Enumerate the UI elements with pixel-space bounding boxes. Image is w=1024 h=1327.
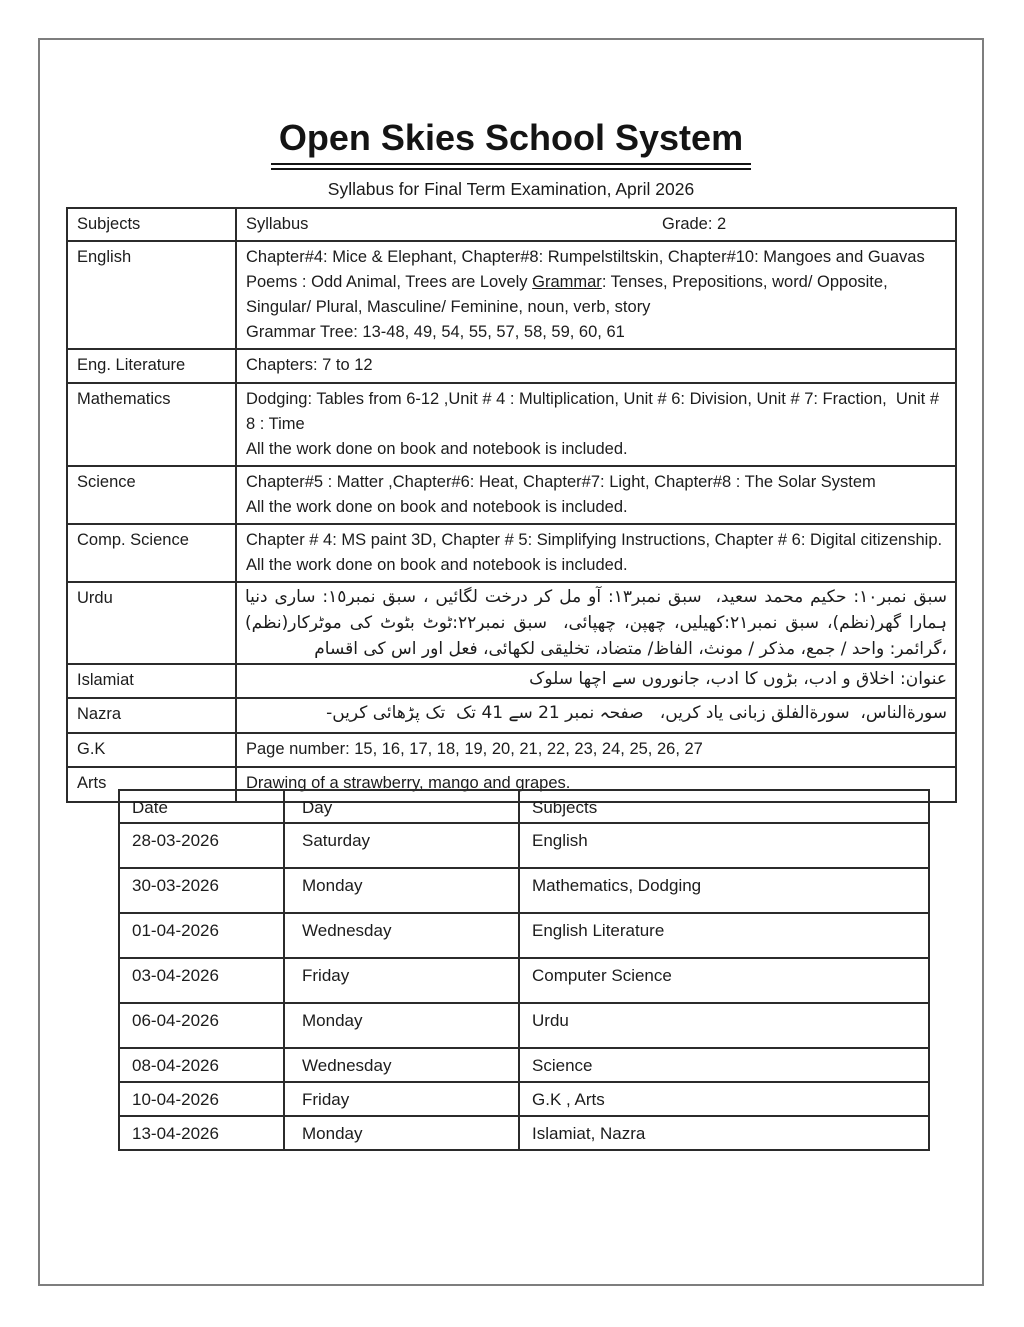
grade-label: Grade: 2 <box>662 215 727 233</box>
text-segment: Chapter#4: Mice & Elephant, Chapter#8: Rumpelstiltskin, Chapter#10: Mangoes and Guavas Poems : Odd Animal, Trees are Lovely <box>246 248 930 291</box>
text-segment: All the work done on book and notebook is included. <box>246 498 628 516</box>
syllabus-row <box>67 582 956 664</box>
date-cell: 10-04-2026 <box>119 1082 284 1116</box>
subject-cell: Islamiat <box>67 664 236 698</box>
syllabus-header-subjects: Subjects <box>67 208 236 241</box>
syllabus-text-line <box>246 470 947 495</box>
day-cell: Wednesday <box>284 913 519 958</box>
subjects-cell: G.K , Arts <box>519 1082 929 1116</box>
schedule-row <box>119 913 929 958</box>
text-segment: : Tenses, Prepositions, word/ Opposite, Singular/ Plural, Masculine/ Feminine, noun, verb, story <box>246 273 893 316</box>
subject-cell: Nazra <box>67 698 236 733</box>
syllabus-text-line <box>246 737 947 762</box>
syllabus-content-cell <box>236 664 956 698</box>
syllabus-text-line <box>246 528 951 578</box>
subject-cell: Eng. Literature <box>67 349 236 383</box>
subject-cell: Urdu <box>67 582 236 664</box>
syllabus-text-line <box>245 666 947 692</box>
subjects-cell: Computer Science <box>519 958 929 1003</box>
date-cell: 08-04-2026 <box>119 1048 284 1082</box>
schedule-header-row <box>119 790 929 823</box>
syllabus-text-line <box>246 437 947 462</box>
date-cell: 01-04-2026 <box>119 913 284 958</box>
exam-schedule-table <box>118 789 930 1151</box>
syllabus-header-syllabus: Syllabus <box>246 215 309 233</box>
syllabus-content-cell <box>236 241 956 349</box>
date-cell: 28-03-2026 <box>119 823 284 868</box>
text-segment: Chapter#5 : Matter ,Chapter#6: Heat, Chapter#7: Light, Chapter#8 : The Solar System <box>246 473 876 491</box>
syllabus-content-cell <box>236 349 956 383</box>
date-cell: 06-04-2026 <box>119 1003 284 1048</box>
subjects-cell: English <box>519 823 929 868</box>
subjects-cell: English Literature <box>519 913 929 958</box>
text-segment: سورةالناس، سورةالفلق زبانی یاد کریں، صفحہ نمبر 21 سے 41 تک تک پڑھائی کریں- <box>326 703 947 723</box>
page-title: Open Skies School System <box>271 116 751 170</box>
schedule-row <box>119 1048 929 1082</box>
day-cell: Monday <box>284 868 519 913</box>
day-cell: Monday <box>284 1003 519 1048</box>
syllabus-text-line <box>246 245 947 320</box>
syllabus-text-line <box>246 387 947 437</box>
text-segment: سبق نمبر١٠: حکیم محمد سعید، سبق نمبر١٣: آو مل کر درخت لگائیں ، سبق نمبر١٥: ساری دنیا ہمارا گھر(نظم)، سبق نمبر٢١:کھیلیں، چھپن، چھپائی، سبق نمبر٢٢:ٹوٹ بٹوٹ کی موٹرکار(نظم) ،گرائمر: واحد / جمع، مذکر / مونث، الفاظ/ متضاد، تخلیقی لکھائی، فعل اور اس کی اقسام <box>239 587 948 659</box>
day-cell: Saturday <box>284 823 519 868</box>
syllabus-text-line <box>246 495 947 520</box>
subjects-cell: Urdu <box>519 1003 929 1048</box>
schedule-row <box>119 958 929 1003</box>
subjects-cell: Islamiat, Nazra <box>519 1116 929 1150</box>
page-subtitle: Syllabus for Final Term Examination, April 2026 <box>327 179 695 199</box>
text-segment: Page number: 15, 16, 17, 18, 19, 20, 21, 22, 23, 24, 25, 26, 27 <box>246 740 703 758</box>
text-segment: All the work done on book and notebook is included. <box>246 440 628 458</box>
underlined-text: Grammar <box>532 273 602 291</box>
schedule-row <box>119 1003 929 1048</box>
syllabus-content-cell <box>236 698 956 733</box>
syllabus-row <box>67 733 956 767</box>
day-cell: Wednesday <box>284 1048 519 1082</box>
subjects-cell: Mathematics, Dodging <box>519 868 929 913</box>
date-cell: 30-03-2026 <box>119 868 284 913</box>
subject-cell: Comp. Science <box>67 524 236 582</box>
schedule-header-date: Date <box>119 790 284 823</box>
text-segment: Dodging: Tables from 6-12 ,Unit # 4 : Multiplication, Unit # 6: Division, Unit # 7: Fraction, Unit # 8 : Time <box>246 390 944 433</box>
subject-cell: Science <box>67 466 236 524</box>
schedule-row <box>119 823 929 868</box>
syllabus-row <box>67 664 956 698</box>
syllabus-row <box>67 383 956 466</box>
day-cell: Friday <box>284 1082 519 1116</box>
day-cell: Friday <box>284 958 519 1003</box>
schedule-row <box>119 1116 929 1150</box>
syllabus-text-line <box>246 320 947 345</box>
text-segment: Chapters: 7 to 12 <box>246 356 373 374</box>
syllabus-content-cell <box>236 524 956 582</box>
text-segment: Drawing of a strawberry, mango and grapes. <box>246 774 571 792</box>
subject-cell: Arts <box>67 767 236 802</box>
syllabus-content-cell <box>236 733 956 767</box>
syllabus-table <box>66 207 957 803</box>
syllabus-content-cell <box>236 466 956 524</box>
text-segment: Chapter # 4: MS paint 3D, Chapter # 5: Simplifying Instructions, Chapter # 6: Digital citizenship. All the work done on book and notebook is included. <box>246 531 951 574</box>
schedule-header-day: Day <box>284 790 519 823</box>
date-cell: 13-04-2026 <box>119 1116 284 1150</box>
text-segment: Grammar Tree: 13-48, 49, 54, 55, 57, 58, 59, 60, 61 <box>246 323 625 341</box>
syllabus-text-line <box>246 353 947 378</box>
text-segment: عنوان: اخلاق و ادب، بڑوں کا ادب، جانوروں سے اچھا سلوک <box>529 669 947 689</box>
schedule-header-subjects: Subjects <box>519 790 929 823</box>
syllabus-content-cell <box>236 383 956 466</box>
syllabus-header-row <box>67 208 956 241</box>
schedule-row <box>119 1082 929 1116</box>
syllabus-text-line <box>245 700 947 726</box>
syllabus-row <box>67 241 956 349</box>
syllabus-content-cell <box>236 582 956 664</box>
syllabus-row <box>67 698 956 733</box>
subject-cell: English <box>67 241 236 349</box>
subject-cell: G.K <box>67 733 236 767</box>
document-header <box>38 116 984 200</box>
subject-cell: Mathematics <box>67 383 236 466</box>
syllabus-header-syllabus-cell <box>236 208 956 241</box>
subjects-cell: Science <box>519 1048 929 1082</box>
syllabus-row <box>67 466 956 524</box>
syllabus-row <box>67 524 956 582</box>
day-cell: Monday <box>284 1116 519 1150</box>
schedule-row <box>119 868 929 913</box>
date-cell: 03-04-2026 <box>119 958 284 1003</box>
syllabus-text-line <box>239 584 948 662</box>
syllabus-row <box>67 349 956 383</box>
